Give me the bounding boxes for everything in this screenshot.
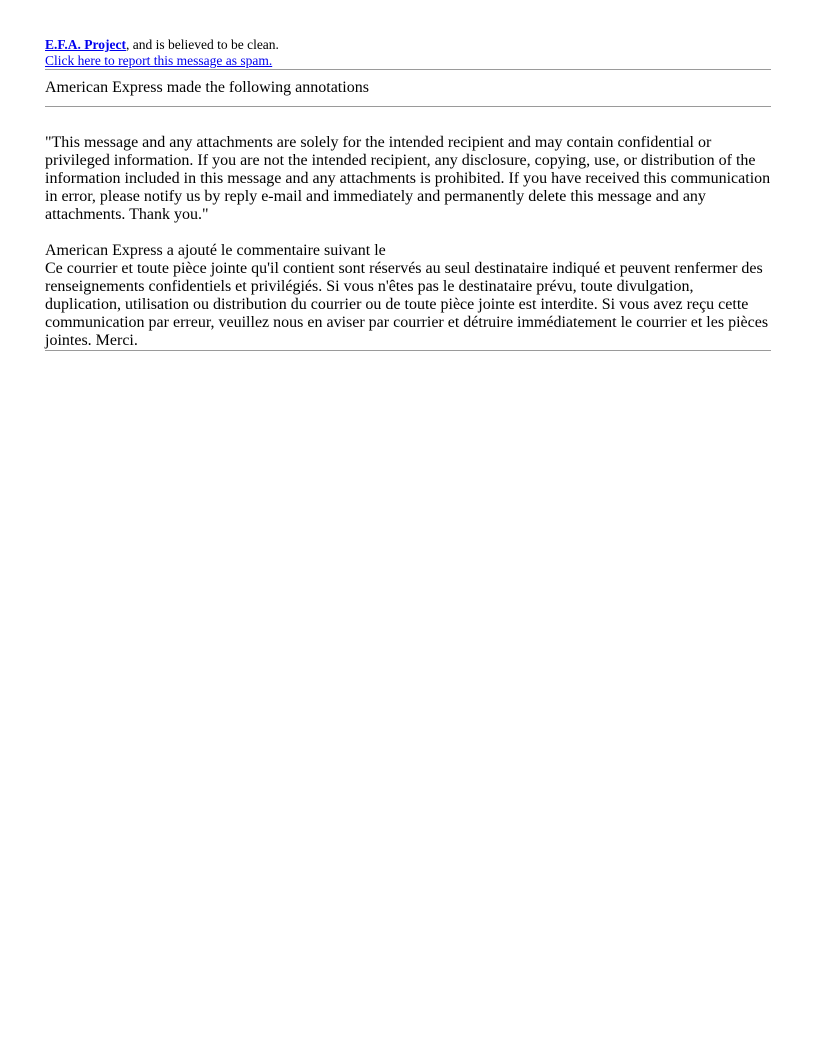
efa-project-link[interactable]: E.F.A. Project [45,37,126,52]
french-disclaimer: Ce courrier et toute pièce jointe qu'il contient sont réservés au seul destinataire indiqué et peuvent renfermer des renseignements confidentiels et privilégiés. Si vous n'êtes pas le destinataire prévu, toute divulgation, duplication, utilisation ou distribution du courrier ou de toute pièce jointe est interdite. Si vous avez reçu cette communication par erreur, veuillez nous en aviser par courrier et détruire immédiatement le courrier et les pièces jointes. Merci. [45,260,769,349]
divider-bottom [45,350,771,351]
french-annotation-title: American Express a ajouté le commentaire suivant le [45,242,386,259]
report-spam-link[interactable]: Click here to report this message as spam. [45,53,273,68]
english-disclaimer: "This message and any attachments are solely for the intended recipient and may contain confidential or privileged information. If you are not the intended recipient, any disclosure, copying, use, or distribution of the information included in this message and any attachments is prohibited. If you have received this communication in error, please notify us by reply e-mail and immediately and permanently delete this message and any attachments. Thank you." [45,134,771,223]
divider-middle [45,106,771,107]
scan-notice [45,37,771,69]
annotations-header: American Express made the following annotations [45,79,369,96]
email-body [0,0,816,351]
scan-notice-text: , and is believed to be clean. [125,37,279,52]
